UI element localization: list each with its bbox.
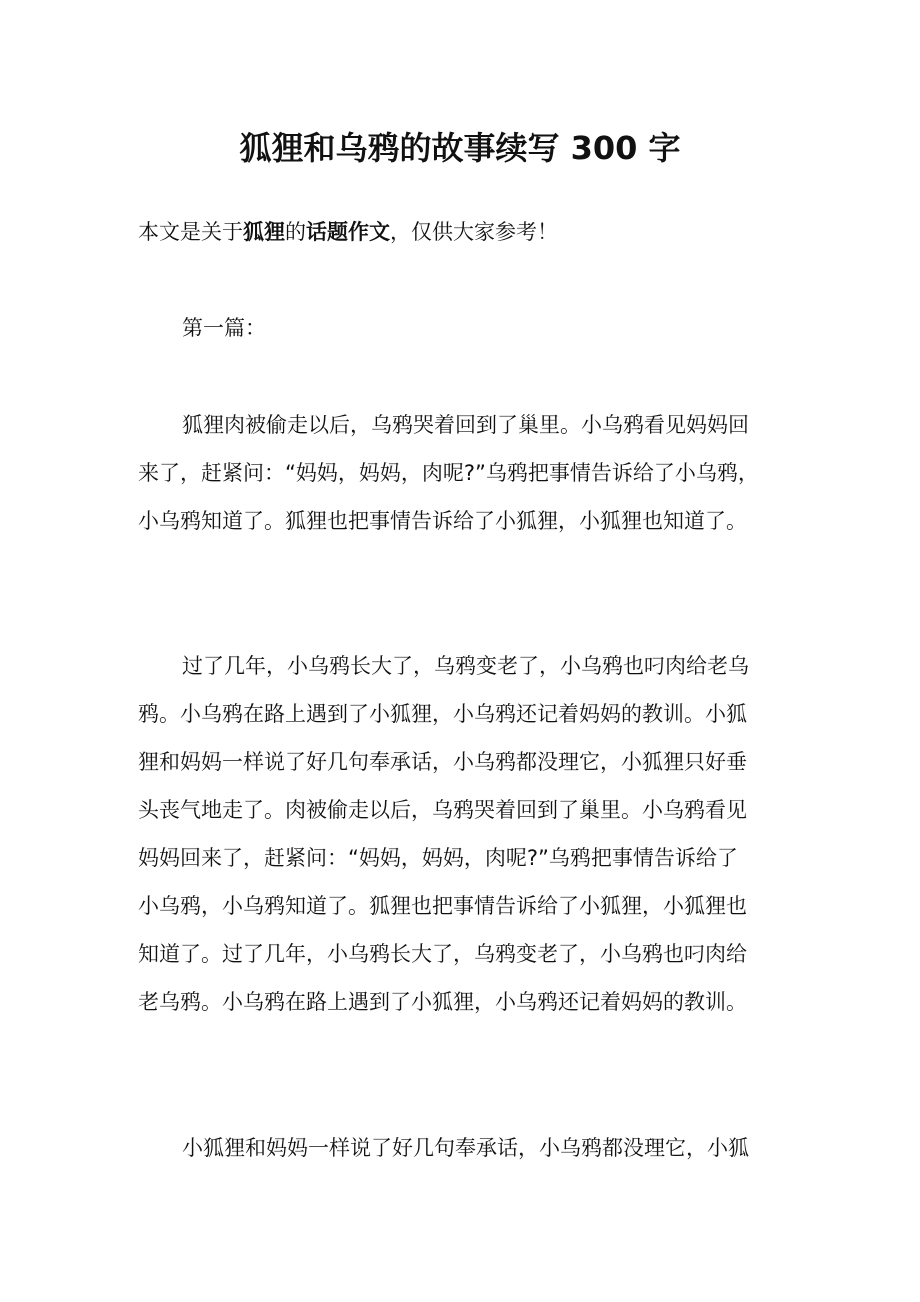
paragraph-line: 小乌鸦知道了。狐狸也把事情告诉给了小狐狸，小狐狸也知道了。 [138,509,747,533]
paragraph-line: 过了几年，小乌鸦长大了，乌鸦变老了，小乌鸦也叼肉给老乌 [182,654,749,678]
intro-keyword-fox: 狐狸 [243,220,285,244]
paragraph-line: 妈妈回来了，赶紧问：“妈妈，妈妈，肉呢?”乌鸦把事情告诉给了 [138,846,738,870]
document-title: 狐狸和乌鸦的故事续写 300 字 [239,129,681,167]
paragraph-line: 小狐狸和妈妈一样说了好几句奉承话，小乌鸦都没理它，小狐 [182,1136,749,1160]
intro-text-1: 本文是关于 [138,220,243,244]
paragraph-line: 鸦。小乌鸦在路上遇到了小狐狸，小乌鸦还记着妈妈的教训。小狐 [138,702,747,726]
paragraph-line: 狸和妈妈一样说了好几句奉承话，小乌鸦都没理它，小狐狸只好垂 [138,750,747,774]
paragraph-line: 知道了。过了几年，小乌鸦长大了，乌鸦变老了，小乌鸦也叼肉给 [138,942,747,966]
paragraph-line: 狐狸肉被偷走以后，乌鸦哭着回到了巢里。小乌鸦看见妈妈回 [182,413,749,437]
paragraph-line: 来了，赶紧问：“妈妈，妈妈，肉呢?”乌鸦把事情告诉给了小乌鸦， [138,461,759,485]
paragraph-line: 老乌鸦。小乌鸦在路上遇到了小狐狸，小乌鸦还记着妈妈的教训。 [138,990,747,1014]
intro-text-3: ，仅供大家参考！ [390,220,558,244]
paragraph-line: 头丧气地走了。肉被偷走以后，乌鸦哭着回到了巢里。小乌鸦看见 [138,798,747,822]
paragraph-3 [138,1124,808,1172]
paragraph-line: 小乌鸦，小乌鸦知道了。狐狸也把事情告诉给了小狐狸，小狐狸也 [138,894,747,918]
paragraph-2 [138,642,808,1026]
section-label: 第一篇： [182,316,266,340]
intro-text-2: 的 [285,220,306,244]
intro-keyword-topic: 话题作文 [306,220,390,244]
paragraph-1 [138,401,808,545]
intro-line [138,214,798,250]
